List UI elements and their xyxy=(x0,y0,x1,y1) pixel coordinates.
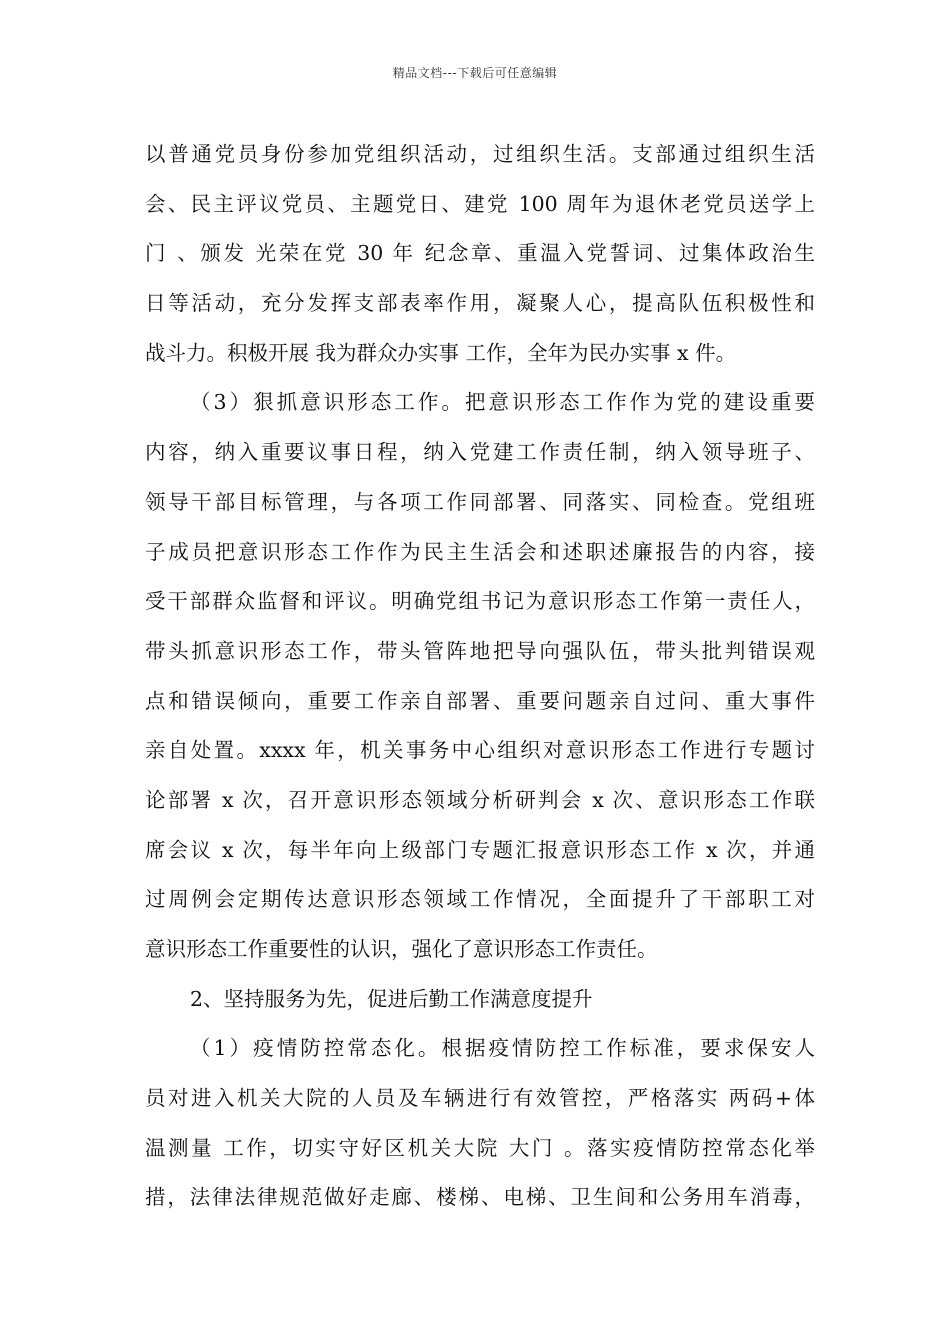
document-body xyxy=(145,130,815,1223)
text-line: 过周例会定期传达意识形态领域工作情况，全面提升了干部职工对 xyxy=(145,887,815,912)
text-line: 点和错误倾向，重要工作亲自部署、重要问题亲自过问、重大事件 xyxy=(145,688,815,713)
text-line: 领导干部目标管理，与各项工作同部署、同落实、同检查。党组班 xyxy=(145,489,815,514)
text-line: 内容，纳入重要议事日程，纳入党建工作责任制，纳入领导班子、 xyxy=(145,440,815,465)
text-line: 带头抓意识形态工作，带头管阵地把导向强队伍，带头批判错误观 xyxy=(145,638,815,663)
paragraph-start-line: （1）疫情防控常态化。根据疫情防控工作标准，要求保安人 xyxy=(190,1036,815,1061)
section-heading: 2、坚持服务为先，促进后勤工作满意度提升 xyxy=(190,986,593,1011)
text-line: 意识形态工作重要性的认识，强化了意识形态工作责任。 xyxy=(145,937,658,961)
text-line: 日等活动，充分发挥支部表率作用，凝聚人心，提高队伍积极性和 xyxy=(145,291,815,316)
text-line: 子成员把意识形态工作作为民主生活会和述职述廉报告的内容，接 xyxy=(145,539,815,564)
text-line: 席会议 x 次，每半年向上级部门专题汇报意识形态工作 x 次，并通 xyxy=(145,837,815,862)
text-line: 论部署 x 次，召开意识形态领域分析研判会 x 次、意识形态工作联 xyxy=(145,787,815,812)
text-line: 战斗力。积极开展 我为群众办实事 工作，全年为民办实事 x 件。 xyxy=(145,340,737,365)
text-line: 亲自处置。xxxx 年，机关事务中心组织对意识形态工作进行专题讨 xyxy=(145,738,815,763)
paragraph-start-line: （3）狠抓意识形态工作。把意识形态工作作为党的建设重要 xyxy=(190,390,815,415)
text-line: 温测量 工作，切实守好区机关大院 大门 。落实疫情防控常态化举 xyxy=(145,1135,815,1160)
page-header: 精品文档---下载后可任意编辑 xyxy=(392,66,558,80)
text-line: 员对进入机关大院的人员及车辆进行有效管控，严格落实 两码+体 xyxy=(145,1086,815,1111)
text-line: 门 、颁发 光荣在党 30 年 纪念章、重温入党誓词、过集体政治生 xyxy=(145,241,815,266)
text-line: 以普通党员身份参加党组织活动，过组织生活。支部通过组织生活 xyxy=(145,142,815,166)
text-line: 措，法律法律规范做好走廊、楼梯、电梯、卫生间和公务用车消毒， xyxy=(145,1185,815,1210)
text-line: 受干部群众监督和评议。明确党组书记为意识形态工作第一责任人， xyxy=(145,589,815,614)
text-line: 会、民主评议党员、主题党日、建党 100 周年为退休老党员送学上 xyxy=(145,191,815,216)
